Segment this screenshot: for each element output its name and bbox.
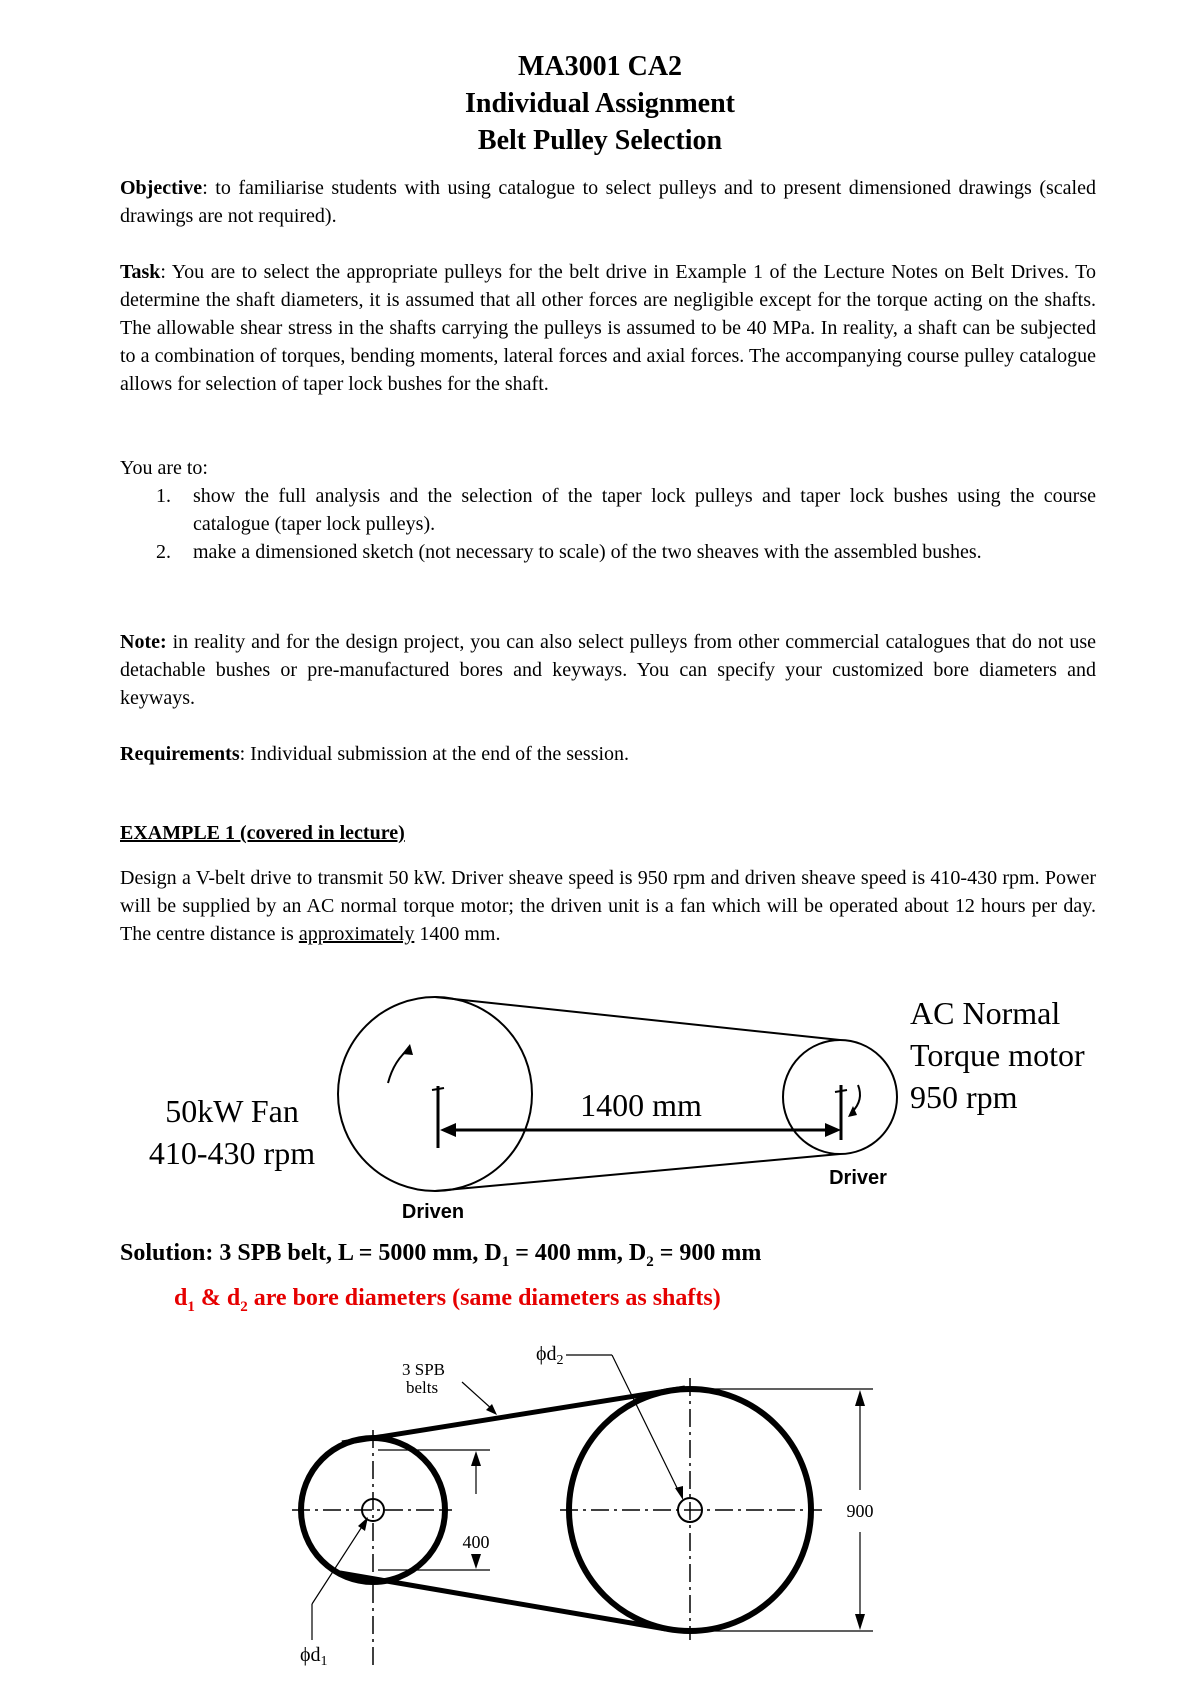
example-text-after: 1400 mm. [414,923,501,945]
distance-arrow-left [440,1123,456,1137]
solution-line [120,1240,761,1271]
list-item-number: 1. [156,485,171,507]
fan-label: 50kW Fan [165,1093,299,1129]
driven-pulley [338,997,532,1191]
distance-label: 1400 mm [580,1087,702,1123]
list-item [120,482,1096,538]
driven-rotation-arrowhead [402,1044,413,1055]
dim-900-arrow-bottom [855,1614,865,1630]
dim-400-arrow-bottom [471,1554,481,1569]
dim-900-arrow-top [855,1390,865,1406]
motor-type-label: Torque motor [910,1037,1085,1073]
note-label: Note: [120,631,167,653]
requirements-paragraph [120,740,1096,768]
bore-note-text: are bore diameters (same diameters as shafts) [247,1285,721,1311]
requirements-label: Requirements [120,743,240,765]
phi-d2-leader-arrow [675,1486,683,1500]
driver-label: Driver [829,1167,887,1189]
motor-label: AC Normal [910,995,1061,1031]
example-paragraph [120,864,1096,948]
belt-bottom [435,1154,840,1191]
bore-note-text: & d [194,1285,241,1311]
driven-label: Driven [401,1201,465,1223]
task-paragraph [120,258,1096,398]
list-item [120,538,1096,566]
belt-upper [342,1388,685,1443]
list-item-text: show the full analysis and the selection of the taper lock pulleys and taper lock bushes using the course catalogue (taper lock pulleys). [193,485,1096,535]
bore-note-subscript: 1 [187,1298,195,1315]
example-text-underlined: approximately [298,923,415,945]
dim-400-label: 400 [462,1532,490,1552]
list-item-text: make a dimensioned sketch (not necessary to scale) of the two sheaves with the assembled bushes. [193,541,982,563]
solution-text: = 400 mm, D [509,1240,647,1266]
task-text: : You are to select the appropriate pulleys for the belt drive in Example 1 of the Lecture Notes on Belt Drives. To determine the shaft diameters, it is assumed that all other forces are negligible except for the torque acting on the shafts. The allowable shear stress in the shafts carrying the pulleys is assumed to be 40 MPa. In reality, a shaft can be subjected to a combination of torques, bending moments, lateral forces and axial forces. The accompanying course pulley catalogue allows for selection of taper lock bushes for the shaft. [120,261,1096,395]
task-label: Task [120,261,161,283]
solution-text: Solution: 3 SPB belt, L = 5000 mm, D [120,1240,502,1266]
fan-speed-label: 410-430 rpm [148,1135,316,1171]
solution-text: = 900 mm [653,1240,762,1266]
example-text-before: Design a V-belt drive to transmit 50 kW. Driver sheave speed is 950 rpm and driven sheave speed is 410-430 rpm. Power will be supplied by an AC normal torque motor; the driven unit is a fan which will be operated about 12 hours per day. The centre distance is [120,867,1096,945]
document-title [0,48,1200,159]
note-paragraph [120,628,1096,712]
requirements-text: : Individual submission at the end of the session. [239,743,630,765]
belt-lower [340,1573,666,1629]
belts-label-line2: belts [406,1378,439,1397]
assignment-topic: Belt Pulley Selection [477,125,723,156]
phi-d1-label: $\phi d_1$ [300,1644,328,1669]
pulley-dimension-diagram [0,1330,1200,1696]
note-text: in reality and for the design project, you can also select pulleys from other commercial catalogues that do not use detachable bushes or pre-manufactured bores and keyways. You can specify your customized bore diameters and keyways. [120,631,1096,709]
list-item-number: 2. [156,541,171,563]
solution-subscript: 2 [646,1253,654,1270]
bore-diameter-note [174,1285,721,1316]
bore-note-text: d [174,1285,188,1311]
driver-shaft-tick [835,1090,847,1092]
objective-label: Objective [120,177,203,199]
motor-speed-label: 950 rpm [910,1079,1018,1115]
objective-text: : to familiarise students with using catalogue to select pulleys and to present dimensioned drawings (scaled drawings are not required). [120,177,1096,227]
driven-shaft-tick [432,1088,444,1090]
belts-label-line1: 3 SPB [402,1360,445,1379]
phi-d2-leader [612,1355,680,1494]
dim-900-label: 900 [846,1501,874,1521]
example-heading: EXAMPLE 1 (covered in lecture) [120,822,405,844]
solution-subscript: 1 [501,1253,510,1270]
objective-paragraph [120,174,1096,230]
distance-arrow-right [825,1123,841,1137]
course-code: MA3001 CA2 [517,51,683,82]
steps-list [120,482,1096,566]
belt-drive-diagram [0,990,1200,1230]
dim-400-arrow-top [471,1451,481,1466]
belts-leader [462,1382,493,1410]
assignment-type: Individual Assignment [465,88,735,119]
phi-d1-leader-arrow [358,1517,368,1531]
phi-d2-label: $\phi d_2$ [536,1343,564,1368]
bore-note-subscript: 2 [240,1298,248,1315]
you-are-to-line: You are to: [120,457,208,479]
